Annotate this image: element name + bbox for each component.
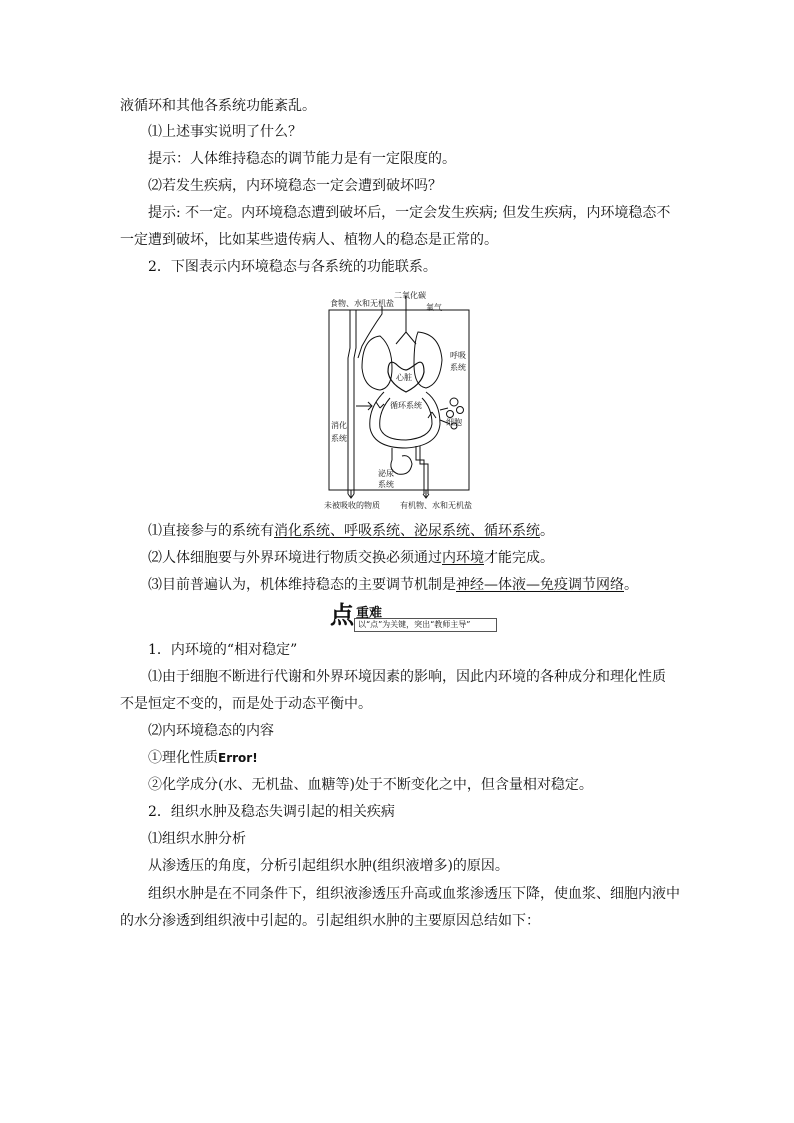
answer-internal-env-underlined: 内环境 (442, 550, 484, 566)
banner-big-char: 点 (330, 601, 354, 629)
section-paragraph-7-line-1: 组织水肿是在不同条件下，组织液渗透压升高或血浆渗透压下降，使血浆、细胞内液中 (148, 886, 680, 902)
answer-internal-env-suffix: 才能完成。 (484, 550, 554, 566)
section-paragraph-1-line-2: 不是恒定不变的，而是处于动态平衡中。 (120, 696, 372, 712)
section-paragraph-3 (148, 748, 258, 768)
arrow-loop-left (376, 402, 384, 408)
section-banner (330, 600, 500, 634)
section-heading-2: 2．组织水肿及稳态失调引起的相关疾病 (148, 804, 395, 820)
section-paragraph-1-line-1: ⑴由于细胞不断进行代谢和外界环境因素的影响，因此内环境的各种成分和理化性质 (148, 669, 666, 685)
section-heading-1: 1．内环境的“相对稳定” (148, 642, 298, 658)
arrow-loop-right (428, 412, 436, 418)
answer-systems-suffix: 。 (540, 523, 554, 539)
label-heart: 心脏 (396, 373, 412, 382)
label-urinary-2: 系统 (378, 480, 394, 489)
answer-internal-env (148, 548, 554, 568)
digestive-tube-outer (348, 310, 350, 494)
arrow-unabsorbed (348, 490, 354, 498)
diagram-svg (322, 288, 472, 510)
answer-systems-prefix: ⑴直接参与的系统有 (148, 523, 274, 539)
label-urinary-1: 泌尿 (378, 469, 394, 478)
answer-systems (148, 521, 554, 541)
answer-regulation-suffix: 。 (624, 577, 638, 593)
digestive-tube-inner (354, 310, 356, 494)
section-paragraph-7-line-2: 的水分渗透到组织液中引起的。引起组织水肿的主要原因总结如下： (120, 913, 540, 929)
urinary-tube (416, 446, 428, 494)
section-paragraph-6: 从渗透压的角度，分析引起组织水肿(组织液增多)的原因。 (148, 858, 509, 874)
answer-internal-env-prefix: ⑵人体细胞要与外界环境进行物质交换必须通过 (148, 550, 442, 566)
arrow-digestive-to-loop (356, 402, 372, 410)
answer-regulation (148, 575, 638, 595)
label-circulatory: 循环系统 (390, 401, 422, 410)
answer-1: 提示：人体维持稳态的调节能力是有一定限度的。 (148, 151, 456, 167)
kidney (391, 448, 412, 474)
label-co2: 二氧化碳 (394, 291, 426, 300)
paragraph-continuation: 液循环和其他各系统功能紊乱。 (120, 98, 316, 114)
answer-2-line-1: 提示: 不一定。内环境稳态遭到破坏后，一定会发生疾病; 但发生疾病，内环境稳态不 (148, 205, 671, 221)
cell-1 (450, 398, 458, 406)
question-2: ⑵若发生疾病，内环境稳态一定会遭到破坏吗？ (148, 178, 442, 194)
question-1: ⑴上述事实说明了什么？ (148, 124, 302, 140)
physicochemical-label: ①理化性质 (148, 750, 218, 766)
banner-title: 重难 (356, 606, 383, 621)
answer-2-line-2: 一定遭到破坏，比如某些遗传病人、植物人的稳态是正常的。 (120, 232, 498, 248)
cell-3 (447, 411, 454, 418)
label-digestive-2: 系统 (331, 434, 347, 443)
digestive-entry (358, 306, 382, 358)
label-digestive-1: 消化 (331, 421, 347, 430)
cell-2 (457, 407, 464, 414)
label-output: 有机物、水和无机盐 (400, 501, 472, 510)
trachea (396, 296, 416, 344)
answer-regulation-underlined: 神经—体液—免疫调节网络 (456, 577, 624, 593)
left-lung (362, 336, 392, 390)
homeostasis-diagram (322, 288, 472, 510)
label-unabsorbed: 未被吸收的物质 (324, 501, 380, 510)
section-paragraph-5: ⑴组织水肿分析 (148, 831, 246, 847)
error-text: Error! (218, 751, 258, 765)
section-paragraph-2: ⑵内环境稳态的内容 (148, 723, 274, 739)
label-respiratory-1: 呼吸 (450, 351, 466, 360)
label-cells: 细胞 (446, 418, 462, 427)
banner-subtitle: 以“点”为关键，突出“教师主导” (354, 618, 497, 632)
label-o2: 氧气 (426, 303, 442, 312)
label-food: 食物、水和无机盐 (330, 299, 394, 308)
answer-systems-underlined: 消化系统、呼吸系统、泌尿系统、循环系统 (274, 523, 540, 539)
item-2-heading: 2．下图表示内环境稳态与各系统的功能联系。 (148, 259, 437, 275)
answer-regulation-prefix: ⑶目前普遍认为，机体维持稳态的主要调节机制是 (148, 577, 456, 593)
right-lung (414, 332, 442, 388)
label-respiratory-2: 系统 (450, 363, 466, 372)
section-paragraph-4: ②化学成分(水、无机盐、血糖等)处于不断变化之中，但含量相对稳定。 (148, 777, 593, 793)
